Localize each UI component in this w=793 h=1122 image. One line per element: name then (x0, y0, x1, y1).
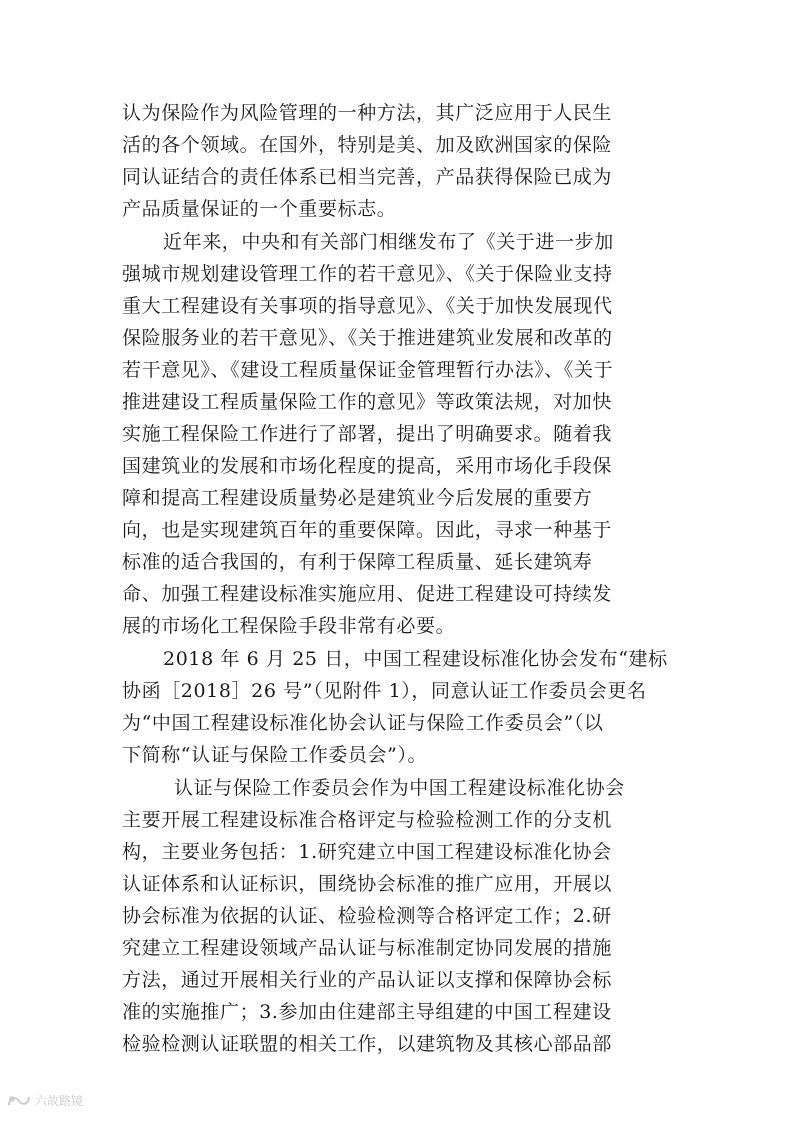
watermark-text: 六故路镜 (35, 1094, 84, 1108)
text-line-22: 认证与保险工作委员会作为中国工程建设标准化协会 (174, 777, 625, 799)
text-line-6: 强城市规划建设管理工作的若干意见》、《关于保险业支持 (122, 263, 613, 285)
text-line-24: 构，主要业务包括：1.研究建立中国工程建设标准化协会 (122, 841, 612, 863)
text-line-19: 协函［2018］26 号”（见附件 1），同意认证工作委员会更名 (122, 680, 647, 702)
text-line-25: 认证体系和认证标识，围绕协会标准的推广应用，开展以 (122, 873, 613, 895)
text-line-14: 向，也是实现建筑百年的重要保障。因此，寻求一种基于 (122, 519, 613, 541)
text-line-9: 若干意见》、《建设工程质量保证金管理暂行办法》、《关于 (122, 359, 614, 381)
text-line-29: 准的实施推广；3.参加由住建部主导组建的中国工程建设 (122, 1001, 612, 1023)
text-line-30: 检验检测认证联盟的相关工作，以建筑物及其核心部品部 (122, 1033, 613, 1055)
watermark (6, 1092, 83, 1109)
text-line-1: 认为保险作为风险管理的一种方法，其广泛应用于人民生 (122, 102, 613, 124)
text-line-21: 下简称“认证与保险工作委员会”）。 (122, 744, 428, 766)
text-line-28: 方法，通过开展相关行业的产品认证以支撑和保障协会标 (122, 969, 613, 991)
text-line-4: 产品质量保证的一个重要标志。 (122, 198, 397, 220)
text-line-17: 展的市场化工程保险手段非常有必要。 (122, 615, 456, 637)
text-line-15: 标准的适合我国的，有利于保障工程质量、延长建筑寿 (122, 551, 593, 573)
text-line-11: 实施工程保险工作进行了部署，提出了明确要求。随着我 (122, 423, 613, 445)
logo-mark-icon (6, 1093, 32, 1109)
text-line-23: 主要开展工程建设标准合格评定与检验检测工作的分支机 (122, 809, 613, 831)
text-line-13: 障和提高工程建设质量势必是建筑业今后发展的重要方 (122, 487, 593, 509)
text-line-2: 活的各个领域。在国外，特别是美、加及欧洲国家的保险 (122, 134, 613, 156)
text-line-18: 2018 年 6 月 25 日，中国工程建设标准化协会发布“建标 (163, 648, 668, 670)
text-line-3: 同认证结合的责任体系已相当完善，产品获得保险已成为 (122, 166, 613, 188)
text-line-26: 协会标准为依据的认证、检验检测等合格评定工作；2.研 (122, 905, 612, 927)
text-line-20: 为“中国工程建设标准化协会认证与保险工作委员会”（以 (122, 712, 604, 734)
text-line-12: 国建筑业的发展和市场化程度的提高，采用市场化手段保 (122, 455, 613, 477)
text-line-8: 保险服务业的若干意见》、《关于推进建筑业发展和改革的 (122, 327, 613, 349)
text-line-27: 究建立工程建设领域产品认证与标准制定协同发展的措施 (122, 937, 613, 959)
text-line-16: 命、加强工程建设标准实施应用、促进工程建设可持续发 (122, 583, 613, 605)
text-line-7: 重大工程建设有关事项的指导意见》、《关于加快发展现代 (122, 295, 613, 317)
text-line-10: 推进建设工程质量保险工作的意见》等政策法规，对加快 (122, 391, 613, 413)
text-line-5: 近年来，中央和有关部门相继发布了《关于进一步加 (163, 231, 614, 253)
